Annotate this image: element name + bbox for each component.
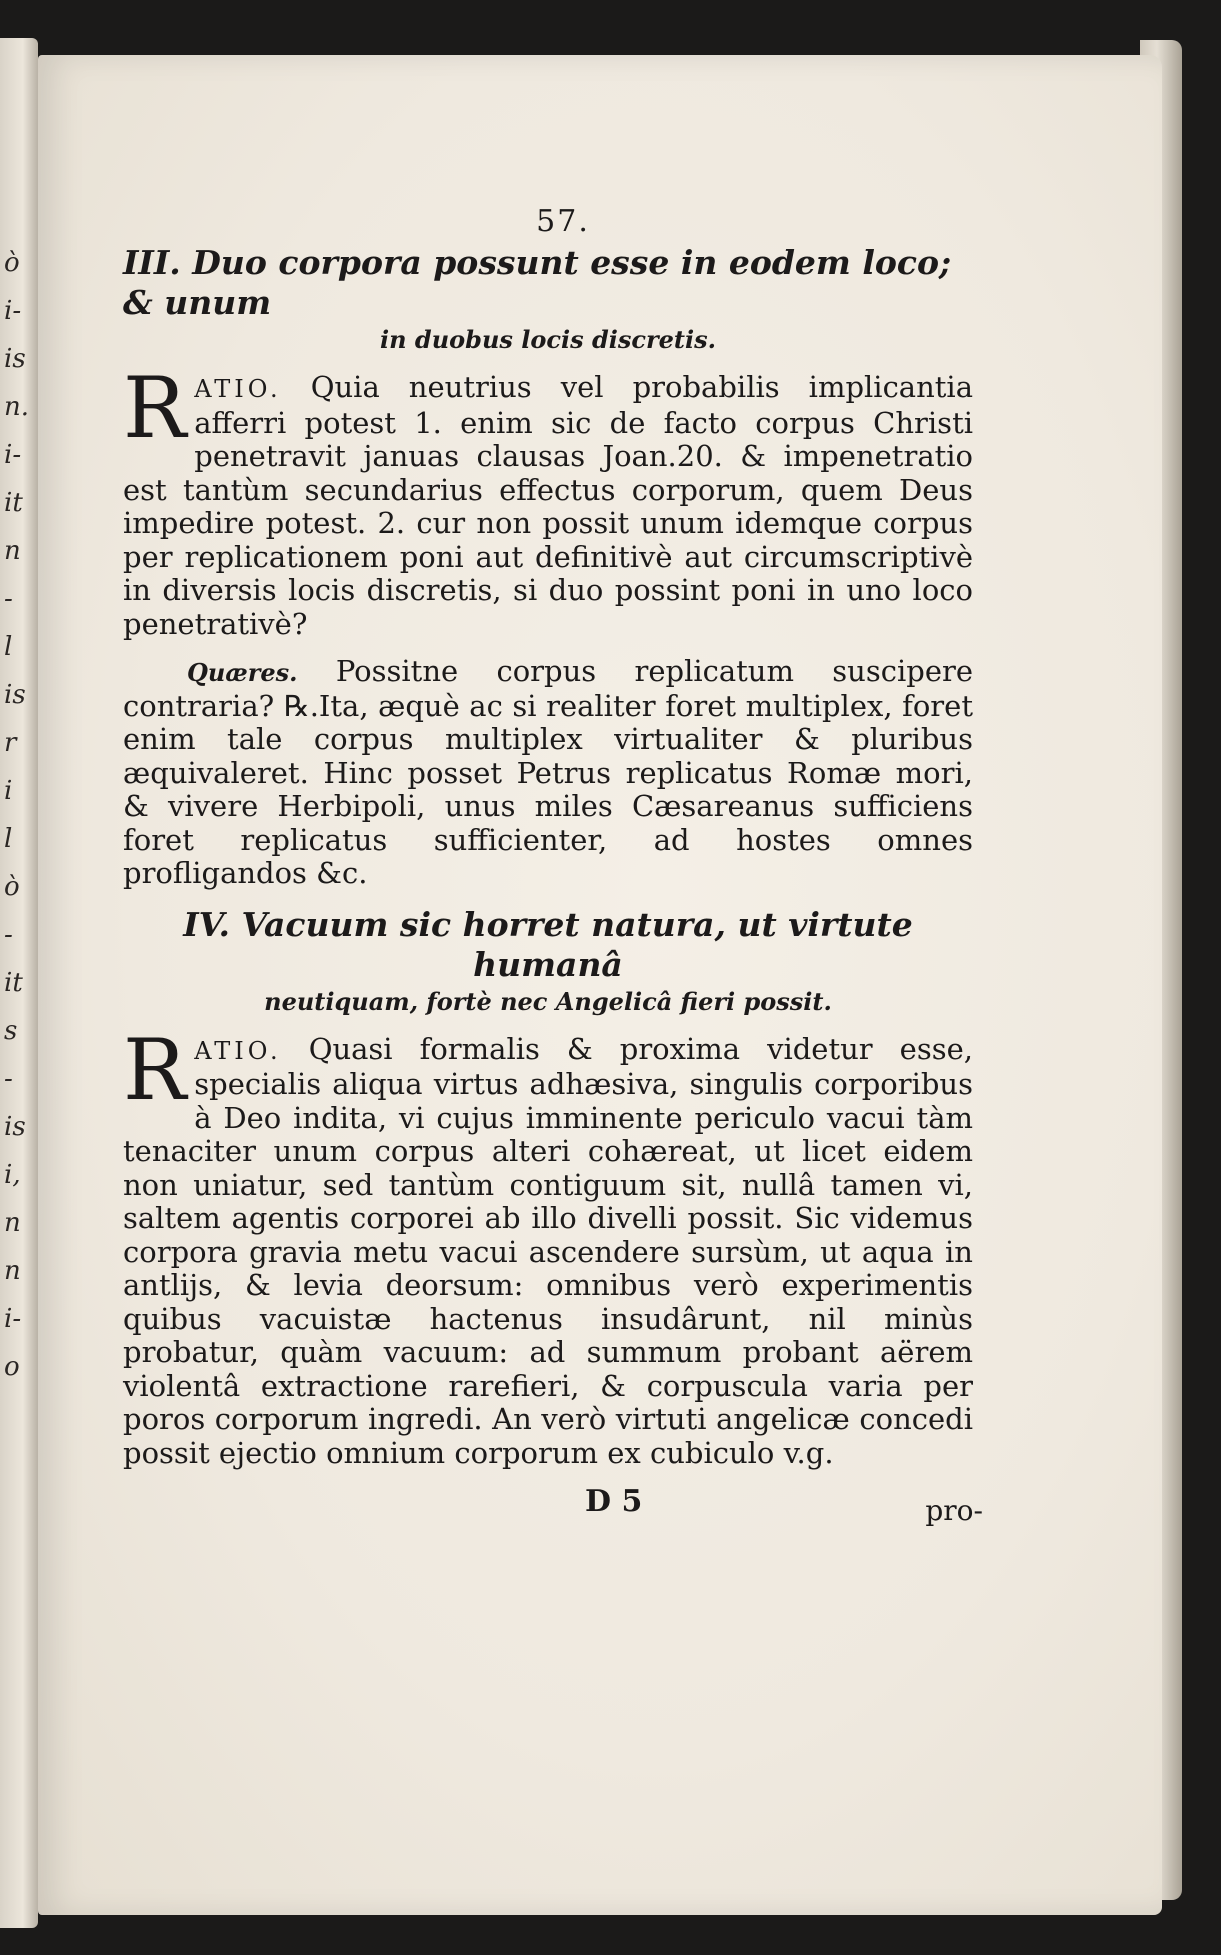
spine-fragment: it xyxy=(4,968,23,998)
spine-fragment: i- xyxy=(4,1304,22,1334)
spine-fragment: r xyxy=(4,728,17,758)
spine-fragment: ò xyxy=(4,248,20,278)
section-3-heading: III. Duo corpora possunt esse in eodem loco; & unum xyxy=(123,243,952,322)
page-number: 57. xyxy=(536,204,590,239)
spine-fragment: i- xyxy=(4,440,22,470)
spine-fragment: s xyxy=(4,1016,18,1046)
section-3-quaeres xyxy=(123,655,973,891)
ratio-text: Quasi formalis & proxima videtur esse, specialis aliqua virtus adhæsiva, singulis corporibus à Deo indita, vi cujus imminente periculo vacui tàm tenaciter unum corpus alteri cohæreat, ut licet eidem non uniatur, sed tantùm contiguum sit, nullâ tamen vi, saltem agentis corporei ab illo divelli possit. Sic videmus corpora gravia metu vacui ascendere sursùm, ut aqua in antlijs, & levia deorsum: omnibus verò experimentis quibus vacuistæ hactenus insudârunt, nil minùs probatur, quàm vacuum: ad summum probant aërem violentâ extractione rarefieri, & corpuscula varia per poros corporum ingredi. An verò virtuti angelicæ concedi possit ejectio omnium corporum ex cubiculo v.g. xyxy=(123,1031,973,1470)
spine-fragment: - xyxy=(4,1064,13,1094)
ratio-label: ATIO. xyxy=(194,375,282,403)
spine-fragment: o xyxy=(4,1352,20,1382)
spine-fragment: is xyxy=(4,344,26,374)
section-4-heading: IV. Vacuum sic horret natura, ut virtute humanâ xyxy=(183,904,913,984)
section-4-ratio xyxy=(123,1020,973,1471)
page-footer xyxy=(123,1484,983,1527)
section-3-ratio xyxy=(123,359,973,641)
spine-fragment: i- xyxy=(4,296,22,326)
spine-fragment: ò xyxy=(4,872,20,902)
spine-fragment: n xyxy=(4,1256,21,1286)
spine-fragment: n. xyxy=(4,392,30,422)
quaeres-label: Quæres. xyxy=(187,658,298,687)
spine-fragment: is xyxy=(4,1112,26,1142)
drop-cap: R xyxy=(123,359,187,457)
spine-fragment: i xyxy=(4,776,13,806)
ratio-label: ATIO. xyxy=(194,1036,282,1065)
spine-fragment: l xyxy=(4,824,13,854)
catchword: pro- xyxy=(925,1494,983,1527)
spine-fragment: - xyxy=(4,920,13,950)
spine-fragment: - xyxy=(4,584,13,614)
facing-page-spine xyxy=(0,38,38,1928)
spine-fragment: l xyxy=(4,632,13,662)
spine-fragment: n xyxy=(4,1208,21,1238)
section-4-subheading: neutiquam, fortè nec Angelicâ fieri possit. xyxy=(264,986,832,1016)
spine-fragment: it xyxy=(4,488,23,518)
quaeres-text: Possitne corpus replicatum suscipere contraria? ℞.Ita, æquè ac si realiter foret multiplex, foret enim tale corpus multiplex virtualiter & pluribus æquivaleret. Hinc posset Petrus replicatus Romæ mori, & vivere Herbipoli, unus miles Cæsareanus sufficiens foret replicatus sufficienter, ad hostes omnes profligandos &c. xyxy=(123,654,974,890)
section-3-subheading: in duobus locis discretis. xyxy=(380,325,716,354)
spine-fragment: is xyxy=(4,680,26,710)
ratio-text: Quia neutrius vel probabilis implicantia afferri potest 1. enim sic de facto corpus Christi penetravit januas clausas Joan.20. & impenetratio est tantùm secundarius effectus corporum, quem Deus impedire potest. 2. cur non possit unum idemque corpus per replicationem poni aut definitivè aut circumscriptivè in diversis locis discretis, si duo possint poni in uno loco penetrativè? xyxy=(123,370,973,641)
drop-cap: R xyxy=(123,1020,187,1119)
spine-fragment: n xyxy=(4,536,21,566)
spine-fragment: i, xyxy=(4,1160,21,1190)
page-content xyxy=(123,204,983,1527)
signature-mark: D 5 xyxy=(585,1484,643,1519)
